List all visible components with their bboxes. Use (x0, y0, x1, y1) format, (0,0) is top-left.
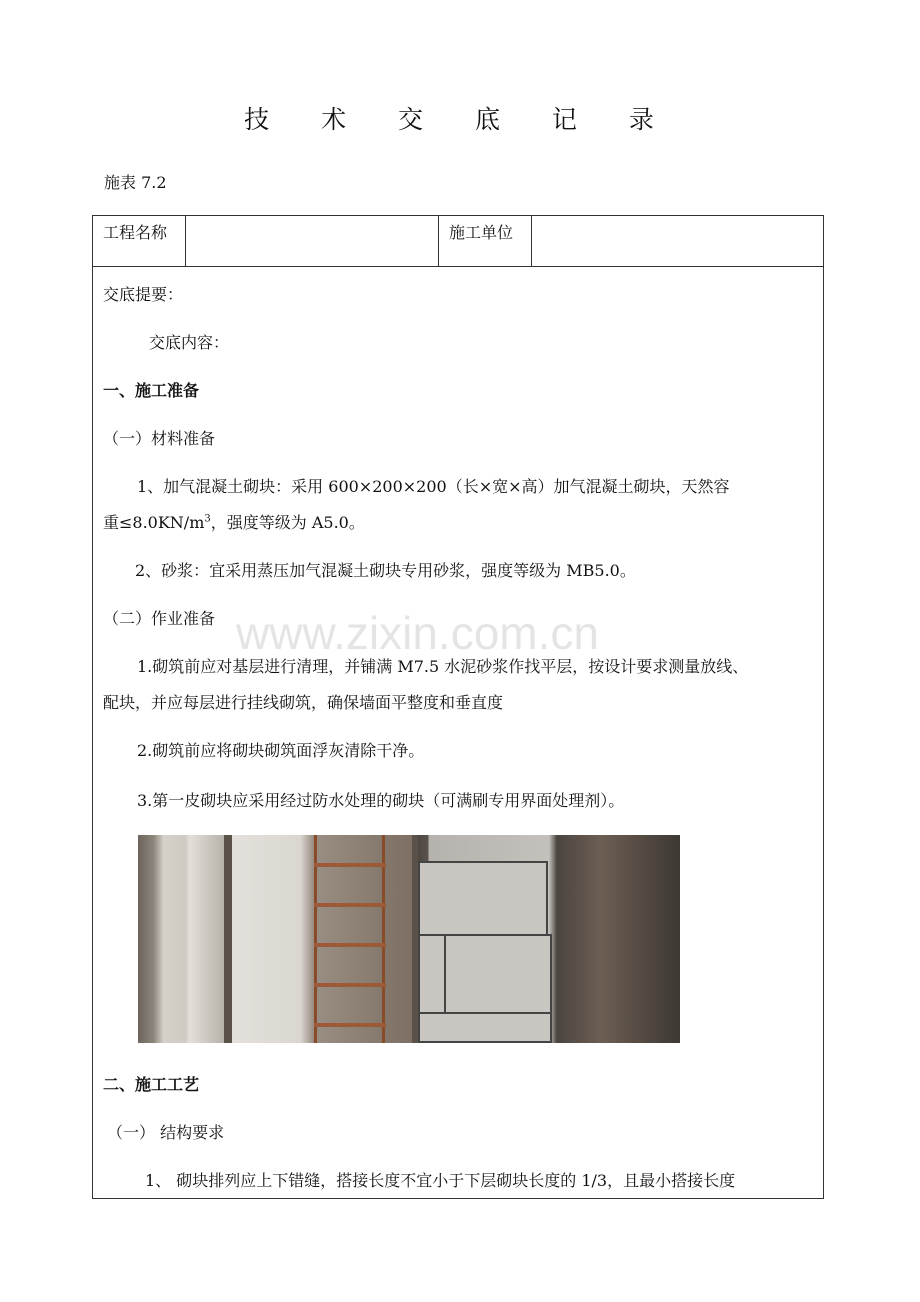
aac-block (418, 861, 548, 936)
rebar-rung (314, 983, 386, 987)
project-name-label: 工程名称 (103, 223, 168, 242)
work-item-1-line-1: 1.砌筑前应对基层进行清理，并铺满 M7.5 水泥砂浆作找平层，按设计要求测量放线、 (137, 657, 749, 676)
work-item-1-line-2: 配块，并应每层进行挂线砌筑，确保墙面平整度和垂直度 (103, 693, 504, 712)
work-item-3: 3.第一皮砌块应采用经过防水处理的砌块（可满刷专用界面处理剂）。 (137, 791, 625, 810)
work-item-2: 2.砌筑前应将砌块砌筑面浮灰清除干净。 (137, 741, 425, 760)
material-item-1-line-2 (103, 510, 365, 533)
section-1-title: 一、施工准备 (103, 381, 200, 400)
density-unit-sup: 3 (204, 513, 211, 525)
summary-label: 交底提要： (103, 285, 184, 304)
density-text: 重≤8.0KN/m (103, 513, 205, 532)
section-2-title: 二、施工工艺 (103, 1075, 200, 1094)
divider (438, 216, 439, 266)
photo-block-wall (418, 835, 680, 1043)
subsection-materials: （一）材料准备 (103, 429, 216, 448)
page-title: 技 术 交 底 记 录 (244, 105, 676, 134)
divider (531, 216, 532, 266)
photo-column (138, 835, 224, 1043)
rebar-rung (314, 903, 386, 907)
aac-block (444, 934, 552, 1014)
strength-text: ，强度等级为 A5.0。 (210, 513, 365, 532)
divider (185, 216, 186, 266)
construction-photos (138, 835, 680, 1043)
material-item-1-line-1: 1、加气混凝土砌块：采用 600×200×200（长×宽×高）加气混凝土砌块，天然容 (137, 477, 730, 496)
material-item-2: 2、砂浆：宜采用蒸压加气混凝土砌块专用砂浆，强度等级为 MB5.0。 (135, 561, 636, 580)
record-table (92, 215, 824, 1199)
subsection-work-prep: （二）作业准备 (103, 609, 216, 628)
aac-block (418, 1012, 552, 1043)
subsection-structure: （一） 结构要求 (107, 1123, 225, 1142)
photo-rebar-ties (232, 835, 412, 1043)
rebar-rung (314, 943, 386, 947)
watermark: www.zixin.com.cn (236, 607, 599, 659)
content-label: 交底内容： (149, 333, 230, 352)
header-row (93, 216, 823, 267)
rebar-rung (314, 863, 386, 867)
rebar-rung (314, 1023, 386, 1027)
aac-block (418, 934, 446, 1014)
unit-label: 施工单位 (449, 223, 514, 242)
structure-item-1: 1、 砌块排列应上下错缝，搭接长度不宜小于下层砌块长度的 1/3，且最小搭接长度 (145, 1171, 736, 1190)
form-number: 施表 7.2 (104, 173, 167, 192)
